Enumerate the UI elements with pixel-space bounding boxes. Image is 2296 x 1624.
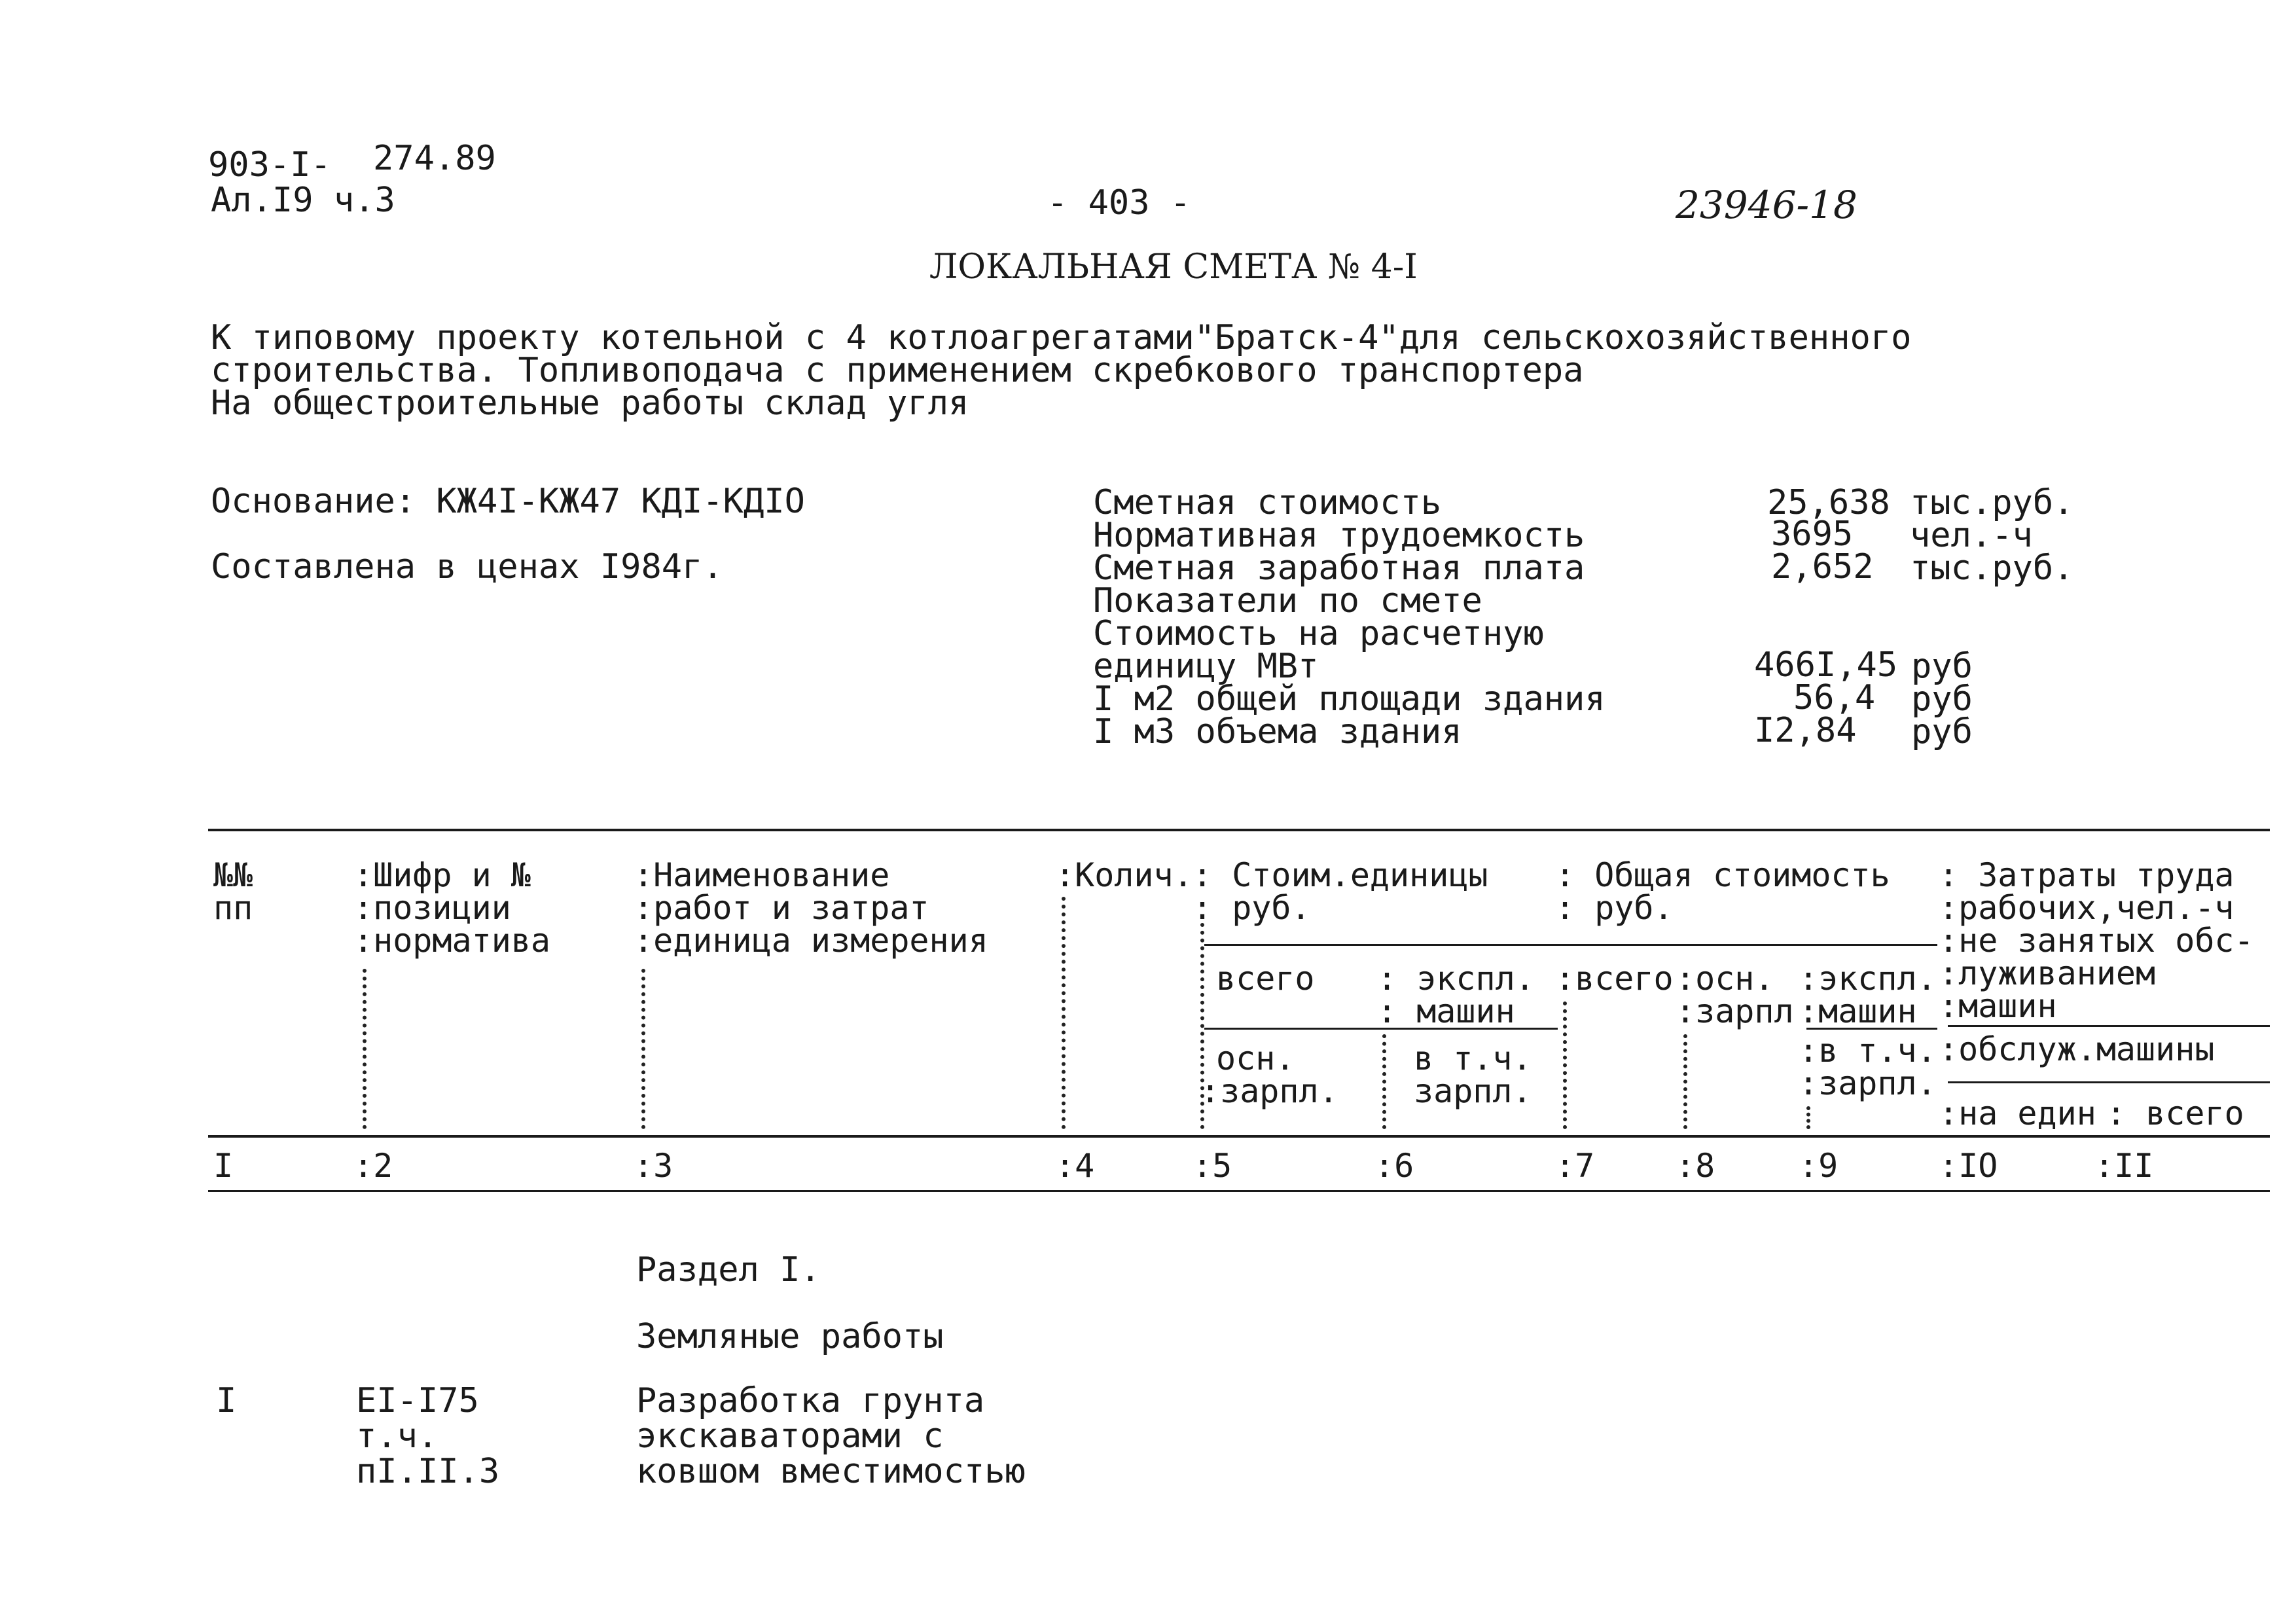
column-separator: [1806, 1106, 1810, 1129]
prices-text: Составлена в ценах I984г.: [211, 547, 723, 586]
header-subrule: [1204, 944, 1937, 946]
header-col-6: : экспл.: [1377, 960, 1535, 998]
header-col-5: осн.: [1216, 1039, 1295, 1077]
header-col-2: :норматива: [353, 922, 551, 960]
row-code: пI.II.3: [356, 1452, 500, 1491]
column-number: :7: [1555, 1147, 1595, 1185]
column-number: I: [213, 1147, 234, 1185]
summary-unit: тыс.руб.: [1910, 549, 2074, 588]
summary-unit: тыс.руб.: [1910, 483, 2074, 522]
header-col-8: :осн.: [1676, 960, 1774, 998]
basis-text: Основание: КЖ4I-КЖ47 КДI-КДIО: [211, 482, 805, 521]
header-col-9: :зарпл.: [1799, 1064, 1937, 1102]
header-col-7: :всего: [1555, 960, 1674, 998]
summary-value: 25,638: [1767, 483, 1890, 522]
header-col-8: :зарпл: [1676, 992, 1794, 1030]
header-col-4: :Колич.: [1055, 856, 1193, 894]
column-separator: [1563, 1001, 1567, 1129]
column-number: :II: [2094, 1147, 2154, 1185]
header-col-5: всего: [1216, 960, 1315, 998]
header-labor-cost: :луживанием: [1939, 954, 2156, 992]
table-header-bottom-rule: [208, 1135, 2270, 1138]
document-code-number: 274.89: [373, 139, 496, 178]
description-line-2: строительства. Топливоподача с применением скребкового транспортера: [211, 351, 1584, 390]
summary-label: Показатели по смете: [1093, 581, 1482, 621]
section-subtitle: Земляные работы: [636, 1317, 944, 1356]
column-number: :8: [1676, 1147, 1715, 1185]
header-col-1: пп: [213, 889, 253, 927]
summary-label: I м3 объема здания: [1093, 712, 1462, 751]
row-number: I: [216, 1381, 237, 1420]
summary-value: 3695: [1771, 514, 1854, 554]
summary-label: Нормативная трудоемкость: [1093, 516, 1585, 555]
column-separator: [1382, 1034, 1386, 1129]
header-subrule: [1806, 1028, 1937, 1030]
inventory-number: 23946-18: [1676, 183, 1857, 227]
column-number: :6: [1374, 1147, 1414, 1185]
summary-unit: руб: [1911, 712, 1973, 751]
page-title: ЛОКАЛЬНАЯ СМЕТА № 4-I: [929, 247, 1418, 287]
page-number: - 403 -: [1047, 183, 1191, 223]
header-subrule: [1948, 1025, 2270, 1027]
header-unit-cost: : руб.: [1193, 889, 1311, 927]
column-number: :IO: [1939, 1147, 1998, 1185]
header-labor-cost: :не занятых обс-: [1939, 922, 2254, 960]
header-unit-cost: : Стоим.единицы: [1193, 856, 1488, 894]
header-col-6: зарпл.: [1414, 1072, 1532, 1110]
header-col-10: :на един: [1939, 1094, 2096, 1132]
column-number: :5: [1193, 1147, 1232, 1185]
header-labor-cost: :машин: [1939, 987, 2057, 1025]
summary-label: Сметная стоимость: [1093, 483, 1442, 522]
summary-label: Сметная заработная плата: [1093, 549, 1585, 588]
column-number: :3: [634, 1147, 673, 1185]
summary-unit: руб: [1911, 679, 1973, 719]
header-col-11: : всего: [2106, 1094, 2244, 1132]
description-line-3: На общестроительные работы склад угля: [211, 384, 969, 423]
table-top-rule: [208, 829, 2270, 831]
header-col-10: :обслуж.машины: [1939, 1030, 2215, 1068]
header-col-3: :работ и затрат: [634, 889, 929, 927]
header-col-2: :позиции: [353, 889, 511, 927]
header-col-2: :Шифр и №: [353, 856, 531, 894]
row-code: EI-I75: [356, 1381, 479, 1420]
summary-label: I м2 общей площади здания: [1093, 679, 1605, 719]
header-col-5: :зарпл.: [1200, 1072, 1338, 1110]
column-number: :4: [1055, 1147, 1095, 1185]
summary-unit: чел.-ч: [1910, 516, 2033, 555]
header-col-1: №№: [213, 856, 253, 894]
header-col-3: :единица измерения: [634, 922, 988, 960]
header-total-cost: : Общая стоимость: [1555, 856, 1890, 894]
header-col-9: :машин: [1799, 992, 1917, 1030]
header-col-6: : машин: [1377, 992, 1515, 1030]
description-line-1: К типовому проекту котельной с 4 котлоагрегатами"Братск-4"для сельскохозяйственного: [211, 318, 1912, 357]
summary-label: Стоимость на расчетную: [1093, 614, 1544, 653]
column-number: :9: [1799, 1147, 1839, 1185]
column-separator: [1683, 1034, 1687, 1129]
album-reference: Ал.I9 ч.3: [211, 181, 395, 220]
header-col-9: :экспл.: [1799, 960, 1937, 998]
column-number: :2: [353, 1147, 393, 1185]
header-col-9: :в т.ч.: [1799, 1032, 1937, 1070]
header-col-3: :Наименование: [634, 856, 890, 894]
column-separator: [1062, 897, 1066, 1129]
column-separator: [363, 969, 367, 1129]
column-separator: [641, 969, 645, 1129]
summary-value: 2,652: [1771, 547, 1874, 586]
document-code: 903-I-: [208, 145, 331, 185]
header-col-6: в т.ч.: [1414, 1039, 1532, 1077]
header-subrule: [1948, 1081, 2270, 1083]
column-numbers-rule: [208, 1190, 2270, 1192]
summary-unit: руб: [1911, 647, 1973, 686]
row-code: т.ч.: [356, 1416, 439, 1456]
header-labor-cost: : Затраты труда: [1939, 856, 2234, 894]
header-total-cost: : руб.: [1555, 889, 1674, 927]
summary-label: единицу МВт: [1093, 647, 1319, 686]
header-labor-cost: :рабочих,чел.-ч: [1939, 889, 2234, 927]
row-work-name: экскаваторами с: [636, 1416, 944, 1456]
row-work-name: Разработка грунта: [636, 1381, 985, 1420]
summary-value: 466I,45: [1754, 645, 1898, 685]
row-work-name: ковшом вместимостью: [636, 1452, 1026, 1491]
summary-value: I2,84: [1754, 711, 1857, 750]
section-title: Раздел I.: [636, 1250, 821, 1290]
summary-value: 56,4: [1793, 678, 1876, 717]
